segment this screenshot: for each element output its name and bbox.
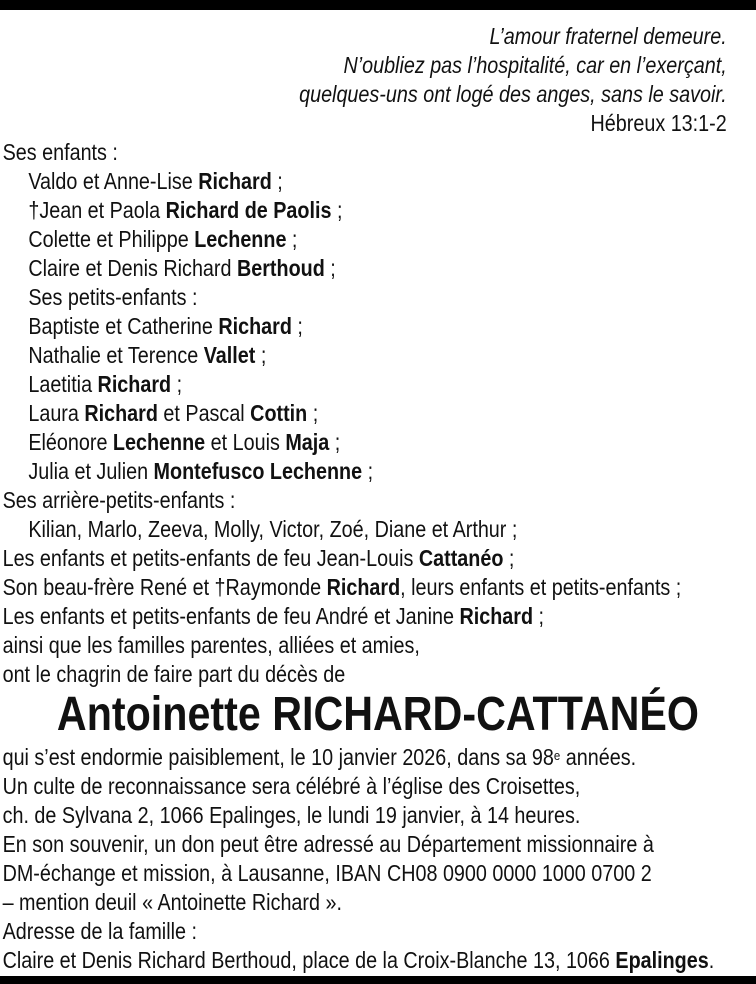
details-line: qui s’est endormie paisiblement, le 10 janvier 2026, dans sa 98e années. [2,744,637,771]
family-line: Eléonore Lechenne et Louis Maja ; [28,429,341,455]
family-line: †Jean et Paola Richard de Paolis ; [28,197,343,223]
family-line: Ses arrière-petits-enfants : [2,487,236,513]
family-line: Valdo et Anne-Lise Richard ; [28,168,283,194]
details-line: Un culte de reconnaissance sera célébré à l’église des Croisettes, [2,773,581,800]
details-line: ch. de Sylvana 2, 1066 Epalinges, le lundi 19 janvier, à 14 heures. [2,802,581,829]
details-line: Adresse de la famille : [2,918,197,945]
scripture-quote [0,22,756,138]
family-line: Claire et Denis Richard Berthoud ; [28,255,336,281]
family-line: Les enfants et petits-enfants de feu Jean-Louis Cattanéo ; [2,545,515,571]
family-line: Kilian, Marlo, Zeeva, Molly, Victor, Zoé, Diane et Arthur ; [28,516,518,542]
family-line: Ses petits-enfants : [28,284,198,310]
details-line: En son souvenir, un don peut être adressé au Département missionnaire à [2,831,654,858]
family-line: Ses enfants : [2,139,118,165]
announcement-details [0,741,756,975]
obituary-notice [0,10,756,975]
quote-line: L’amour fraternel demeure. [489,23,727,49]
details-line: – mention deuil « Antoinette Richard ». [2,889,342,916]
family-line: Julia et Julien Montefusco Lechenne ; [28,458,374,484]
family-line: Nathalie et Terence Vallet ; [28,342,267,368]
family-line: Baptiste et Catherine Richard ; [28,313,303,339]
family-line: Laura Richard et Pascal Cottin ; [28,400,319,426]
deceased-name: Antoinette RICHARD-CATTANÉO [56,688,699,741]
family-line: ainsi que les familles parentes, alliées et amies, [2,632,420,658]
family-line: Son beau-frère René et †Raymonde Richard, leurs enfants et petits-enfants ; [2,574,682,600]
top-border-bar [0,0,756,10]
family-line: Les enfants et petits-enfants de feu André et Janine Richard ; [2,603,545,629]
quote-reference: Hébreux 13:1-2 [590,110,727,136]
family-line: ont le chagrin de faire part du décès de [2,661,346,687]
details-line: DM-échange et mission, à Lausanne, IBAN CH08 0900 0000 1000 0700 2 [2,860,652,887]
family-line: Laetitia Richard ; [28,371,183,397]
bottom-border-bar [0,976,756,984]
family-line: Colette et Philippe Lechenne ; [28,226,298,252]
quote-line: quelques-uns ont logé des anges, sans le savoir. [299,81,727,107]
details-line: Claire et Denis Richard Berthoud, place de la Croix-Blanche 13, 1066 Epalinges. [2,947,715,974]
family-list [0,138,756,689]
quote-line: N’oubliez pas l’hospitalité, car en l’exerçant, [343,52,727,78]
